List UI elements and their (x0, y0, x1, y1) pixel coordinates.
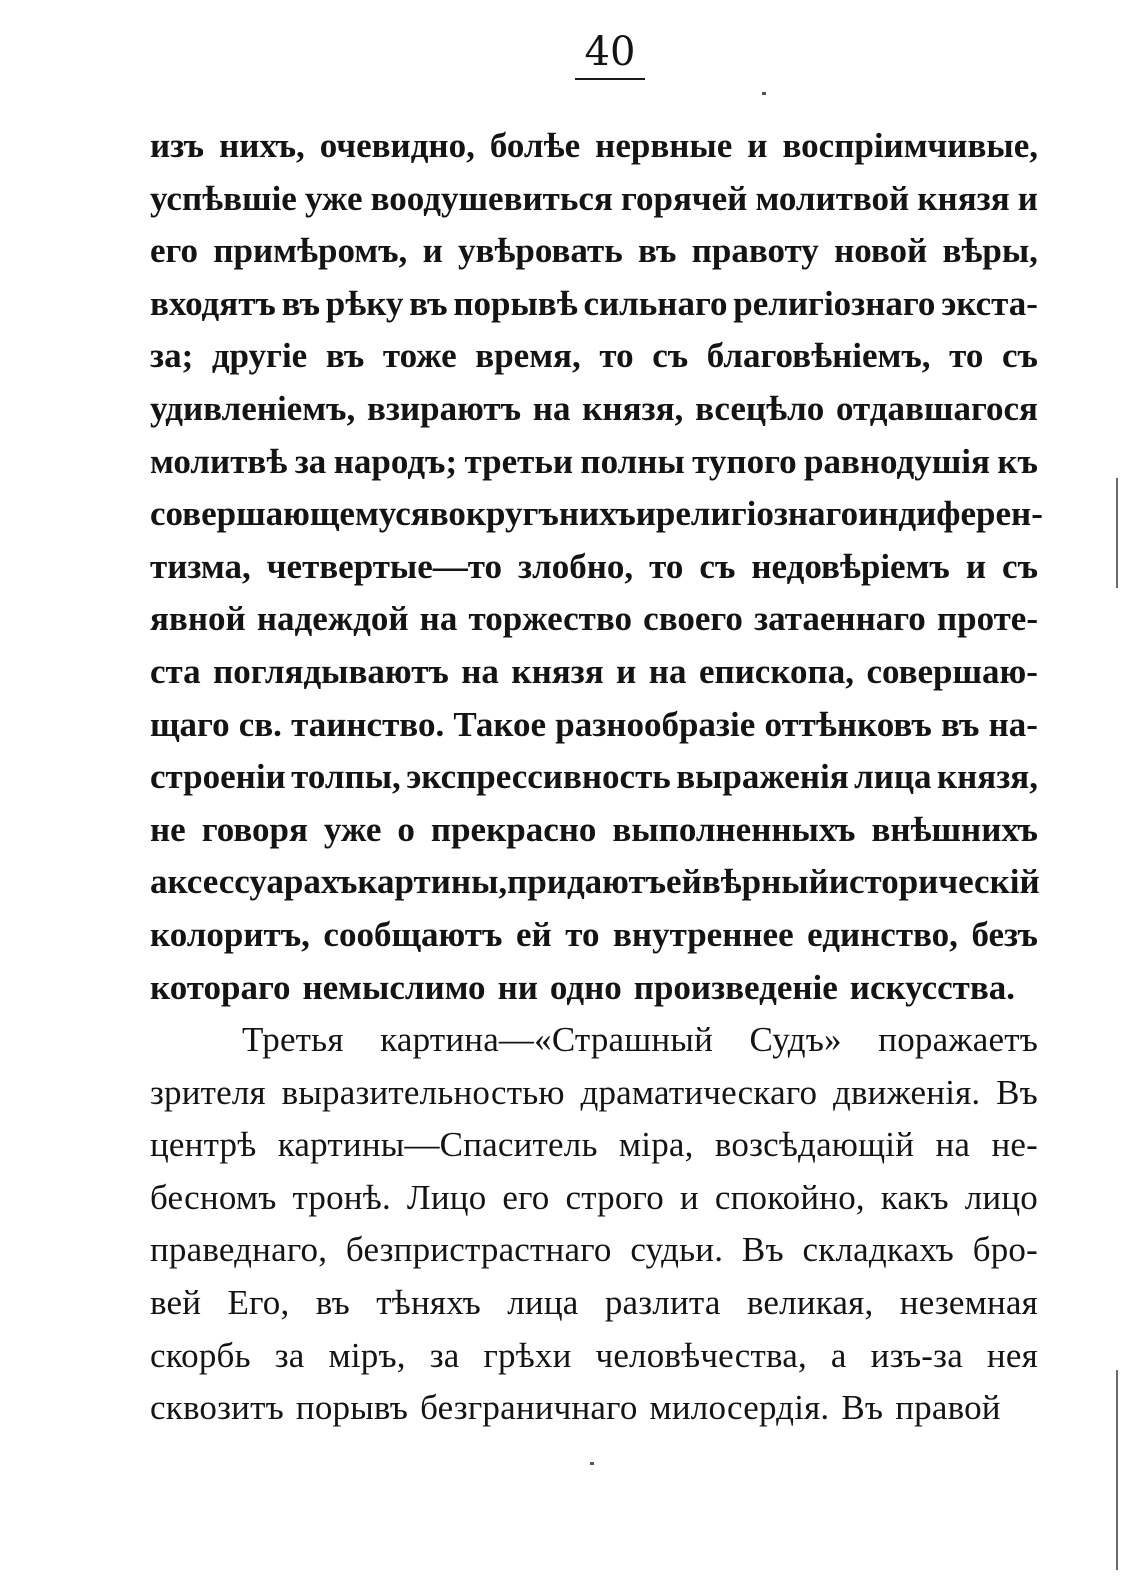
word: и (422, 231, 443, 271)
word: драматическаго (580, 1072, 818, 1112)
word: всецѣло (695, 388, 825, 428)
word: князя, (936, 757, 1038, 797)
word: очевидно, (319, 126, 475, 165)
word: искусства. (849, 967, 1016, 1007)
word: и (679, 1177, 699, 1217)
word: ей (515, 914, 552, 954)
word: взираютъ (367, 388, 521, 428)
word: центрѣ (150, 1125, 257, 1165)
word: индиферен- (858, 494, 1043, 534)
word: тѣняхъ (376, 1283, 481, 1323)
word: злобно, (518, 546, 634, 586)
word: сквозитъ (150, 1388, 284, 1428)
word: изъ-за (870, 1335, 963, 1375)
word: Его, (227, 1283, 290, 1323)
text-line (150, 383, 1038, 436)
word: религіознаго (733, 283, 936, 323)
word: аксессуарахъ (150, 862, 358, 902)
word: нервные (595, 126, 733, 165)
word: какъ (880, 1177, 949, 1217)
word: историческій (828, 862, 1040, 902)
word: котораго (150, 967, 291, 1007)
word: возсѣдающій (714, 1125, 915, 1165)
word: бесномъ (150, 1177, 277, 1217)
word: совершающемуся (150, 494, 430, 534)
word: уже (304, 178, 363, 218)
text-line (150, 856, 1038, 909)
word: Въ (996, 1072, 1038, 1112)
word: на (648, 651, 687, 691)
word: то (949, 336, 984, 376)
word: выраженія (676, 757, 849, 797)
word: складкахъ (802, 1230, 954, 1270)
word: міръ, (328, 1335, 406, 1375)
word: отдавшагося (836, 388, 1038, 428)
word: явной (150, 599, 246, 639)
word: порывъ (295, 1388, 409, 1428)
word: съ (1002, 546, 1038, 586)
word: о (397, 809, 415, 849)
word: проте- (936, 599, 1038, 639)
word: грѣхи (483, 1335, 572, 1375)
word: картины, (357, 862, 508, 902)
word: Судъ» (749, 1020, 842, 1060)
word: оттѣнковъ (764, 704, 932, 744)
page-number: 40 (575, 28, 646, 80)
word: за; (150, 336, 194, 376)
text-line (150, 1382, 1038, 1435)
word: единство, (807, 914, 958, 954)
word: поглядываютъ (213, 651, 449, 691)
word: въ (325, 336, 365, 376)
word: то (649, 546, 684, 586)
word: правоту (691, 231, 819, 271)
word: съ (1001, 336, 1038, 376)
word: болѣе (489, 126, 581, 165)
text-line (150, 278, 1038, 331)
word: немыслимо (302, 967, 486, 1007)
word: придаютъ (507, 862, 667, 902)
word: Такое (453, 704, 547, 744)
word: примѣромъ, (213, 231, 408, 271)
word: Въ (841, 1388, 884, 1428)
text-line (150, 1277, 1038, 1330)
word: и (747, 126, 768, 165)
word: полны (580, 441, 685, 481)
word: великая, (746, 1283, 874, 1323)
word: толпы, (291, 757, 401, 797)
text-line (150, 1330, 1038, 1383)
text-line (150, 1014, 1038, 1067)
word: праведнаго, (150, 1230, 328, 1270)
word: время, (475, 336, 581, 376)
word: лица (854, 757, 932, 797)
word: другіе (211, 336, 308, 376)
word: благовѣніемъ, (706, 336, 931, 376)
word: произведеніе (633, 967, 838, 1007)
word: ни (497, 967, 538, 1007)
word: лицо (964, 1177, 1038, 1217)
word: и (1017, 178, 1038, 218)
word: неземная (899, 1283, 1038, 1323)
word: совершаю- (866, 651, 1038, 691)
word: экспрессивность (406, 757, 671, 797)
word: бро- (972, 1230, 1038, 1270)
print-speck (762, 92, 766, 95)
word: Въ (741, 1230, 784, 1270)
word: правой (895, 1388, 1001, 1428)
word: въ (315, 1283, 350, 1323)
word: одно (549, 967, 622, 1007)
word: судьи. (630, 1230, 724, 1270)
text-line (150, 804, 1038, 857)
word: безпристрастнаго (345, 1230, 612, 1270)
word: а (830, 1335, 847, 1375)
word: тоже (382, 336, 457, 376)
print-speck (590, 1462, 594, 1465)
word: молитвой (755, 178, 910, 218)
word: міра, (618, 1125, 694, 1165)
margin-scan-line (1116, 1370, 1118, 1570)
body-text (150, 120, 1043, 1435)
word: то (599, 336, 634, 376)
word: и (635, 494, 656, 534)
word: спокойно, (714, 1177, 865, 1217)
text-line (150, 751, 1038, 804)
word: рѣку (325, 283, 404, 323)
text-line (150, 593, 1038, 646)
word: говоря (201, 809, 308, 849)
word: зрителя (150, 1072, 266, 1112)
word: за (429, 1335, 460, 1375)
word: четвертые—то (266, 546, 502, 586)
word: затаеннаго (754, 599, 926, 639)
word: увѣровать (458, 231, 623, 271)
word: недовѣріемъ (751, 546, 950, 586)
word: картины—Спаситель (277, 1125, 598, 1165)
word: нихъ, (219, 126, 305, 165)
text-line (150, 225, 1038, 278)
word: внѣшнихъ (871, 809, 1038, 849)
word: въ (638, 231, 677, 271)
word: прекрасно (430, 809, 597, 849)
word: ей (666, 862, 702, 902)
text-line (150, 1067, 1038, 1120)
word: нихъ (558, 494, 636, 534)
word: на (419, 599, 458, 639)
text-line (150, 962, 1038, 1015)
word: строеніи (150, 757, 286, 797)
word: тронѣ. (292, 1177, 391, 1217)
word: надеждой (256, 599, 409, 639)
word: уже (323, 809, 382, 849)
word: и (965, 546, 987, 586)
text-line (150, 488, 1043, 541)
word: въ (409, 283, 448, 323)
paragraph-1 (150, 120, 1043, 1014)
word: св. (238, 704, 282, 744)
word: воодушевиться (370, 178, 613, 218)
word: съ (652, 336, 689, 376)
word: щаго (150, 704, 230, 744)
word: скорбь (150, 1335, 251, 1375)
word: новой (834, 231, 928, 271)
word: не- (991, 1125, 1038, 1165)
text-line (150, 330, 1038, 383)
word: въ (281, 283, 320, 323)
word: разлита (604, 1283, 721, 1323)
word: безграничнаго (420, 1388, 638, 1428)
word: за (294, 441, 327, 481)
word: выполненныхъ (612, 809, 856, 849)
word: ста (150, 651, 201, 691)
word: тупого (692, 441, 797, 481)
word: горячей (620, 178, 748, 218)
text-line (150, 646, 1038, 699)
word: народъ; (333, 441, 458, 481)
word: входятъ (150, 283, 276, 323)
word: равнодушія (804, 441, 990, 481)
text-line (150, 436, 1038, 489)
word: епископа, (698, 651, 854, 691)
word: къ (997, 441, 1038, 481)
word: экста- (941, 283, 1038, 323)
word: молитвѣ (150, 441, 288, 481)
word: человѣчества, (595, 1335, 807, 1375)
text-line (150, 173, 1038, 226)
word: третьи (464, 441, 574, 481)
word: тизма, (150, 546, 251, 586)
text-line (150, 120, 1038, 173)
word: безъ (971, 914, 1038, 954)
word: вокругъ (429, 494, 559, 534)
word: разнообразіе (555, 704, 756, 744)
word: внутреннее (613, 914, 794, 954)
word: выразительностью (281, 1072, 565, 1112)
word: Лицо (406, 1177, 487, 1217)
text-line (150, 1224, 1038, 1277)
word: то (565, 914, 600, 954)
word: князя (511, 651, 604, 691)
word: вей (150, 1283, 202, 1323)
paragraph-2 (150, 1014, 1038, 1435)
word: изъ (150, 126, 205, 165)
text-line (150, 1172, 1038, 1225)
word: колоритъ, (150, 914, 310, 954)
word: на (532, 388, 571, 428)
page-number-container (0, 28, 1140, 80)
word: князя (917, 178, 1010, 218)
word: нея (986, 1335, 1038, 1375)
word: въ (940, 704, 980, 744)
word: на (461, 651, 499, 691)
word: его (502, 1177, 550, 1217)
word: своего (643, 599, 743, 639)
word: торжество (468, 599, 632, 639)
word: Третья (242, 1020, 344, 1060)
word: поражаетъ (878, 1020, 1038, 1060)
word: вѣры, (942, 231, 1038, 271)
word: на (935, 1125, 971, 1165)
word: успѣвшіе (150, 178, 297, 218)
word: порывѣ (453, 283, 578, 323)
word: на- (988, 704, 1038, 744)
text-line (150, 699, 1038, 752)
word: удивленіемъ, (150, 388, 356, 428)
text-line (150, 1119, 1038, 1172)
word: таинство. (291, 704, 445, 744)
word: сильнаго (583, 283, 728, 323)
word: воспріимчивые, (782, 126, 1038, 165)
word: картина—«Страшный (380, 1020, 713, 1060)
word: и (616, 651, 637, 691)
word: вѣрный (701, 862, 829, 902)
word: милосердія. (649, 1388, 830, 1428)
word: сообщаютъ (323, 914, 503, 954)
word: религіознаго (655, 494, 859, 534)
text-line (150, 909, 1038, 962)
word: князя, (582, 388, 684, 428)
word: не (150, 809, 186, 849)
word: его (150, 231, 199, 271)
word: за (274, 1335, 305, 1375)
word: лица (507, 1283, 579, 1323)
text-line (150, 541, 1038, 594)
word: движенія. (832, 1072, 981, 1112)
margin-scan-line (1116, 478, 1118, 588)
word: строго (565, 1177, 664, 1217)
word: съ (699, 546, 736, 586)
